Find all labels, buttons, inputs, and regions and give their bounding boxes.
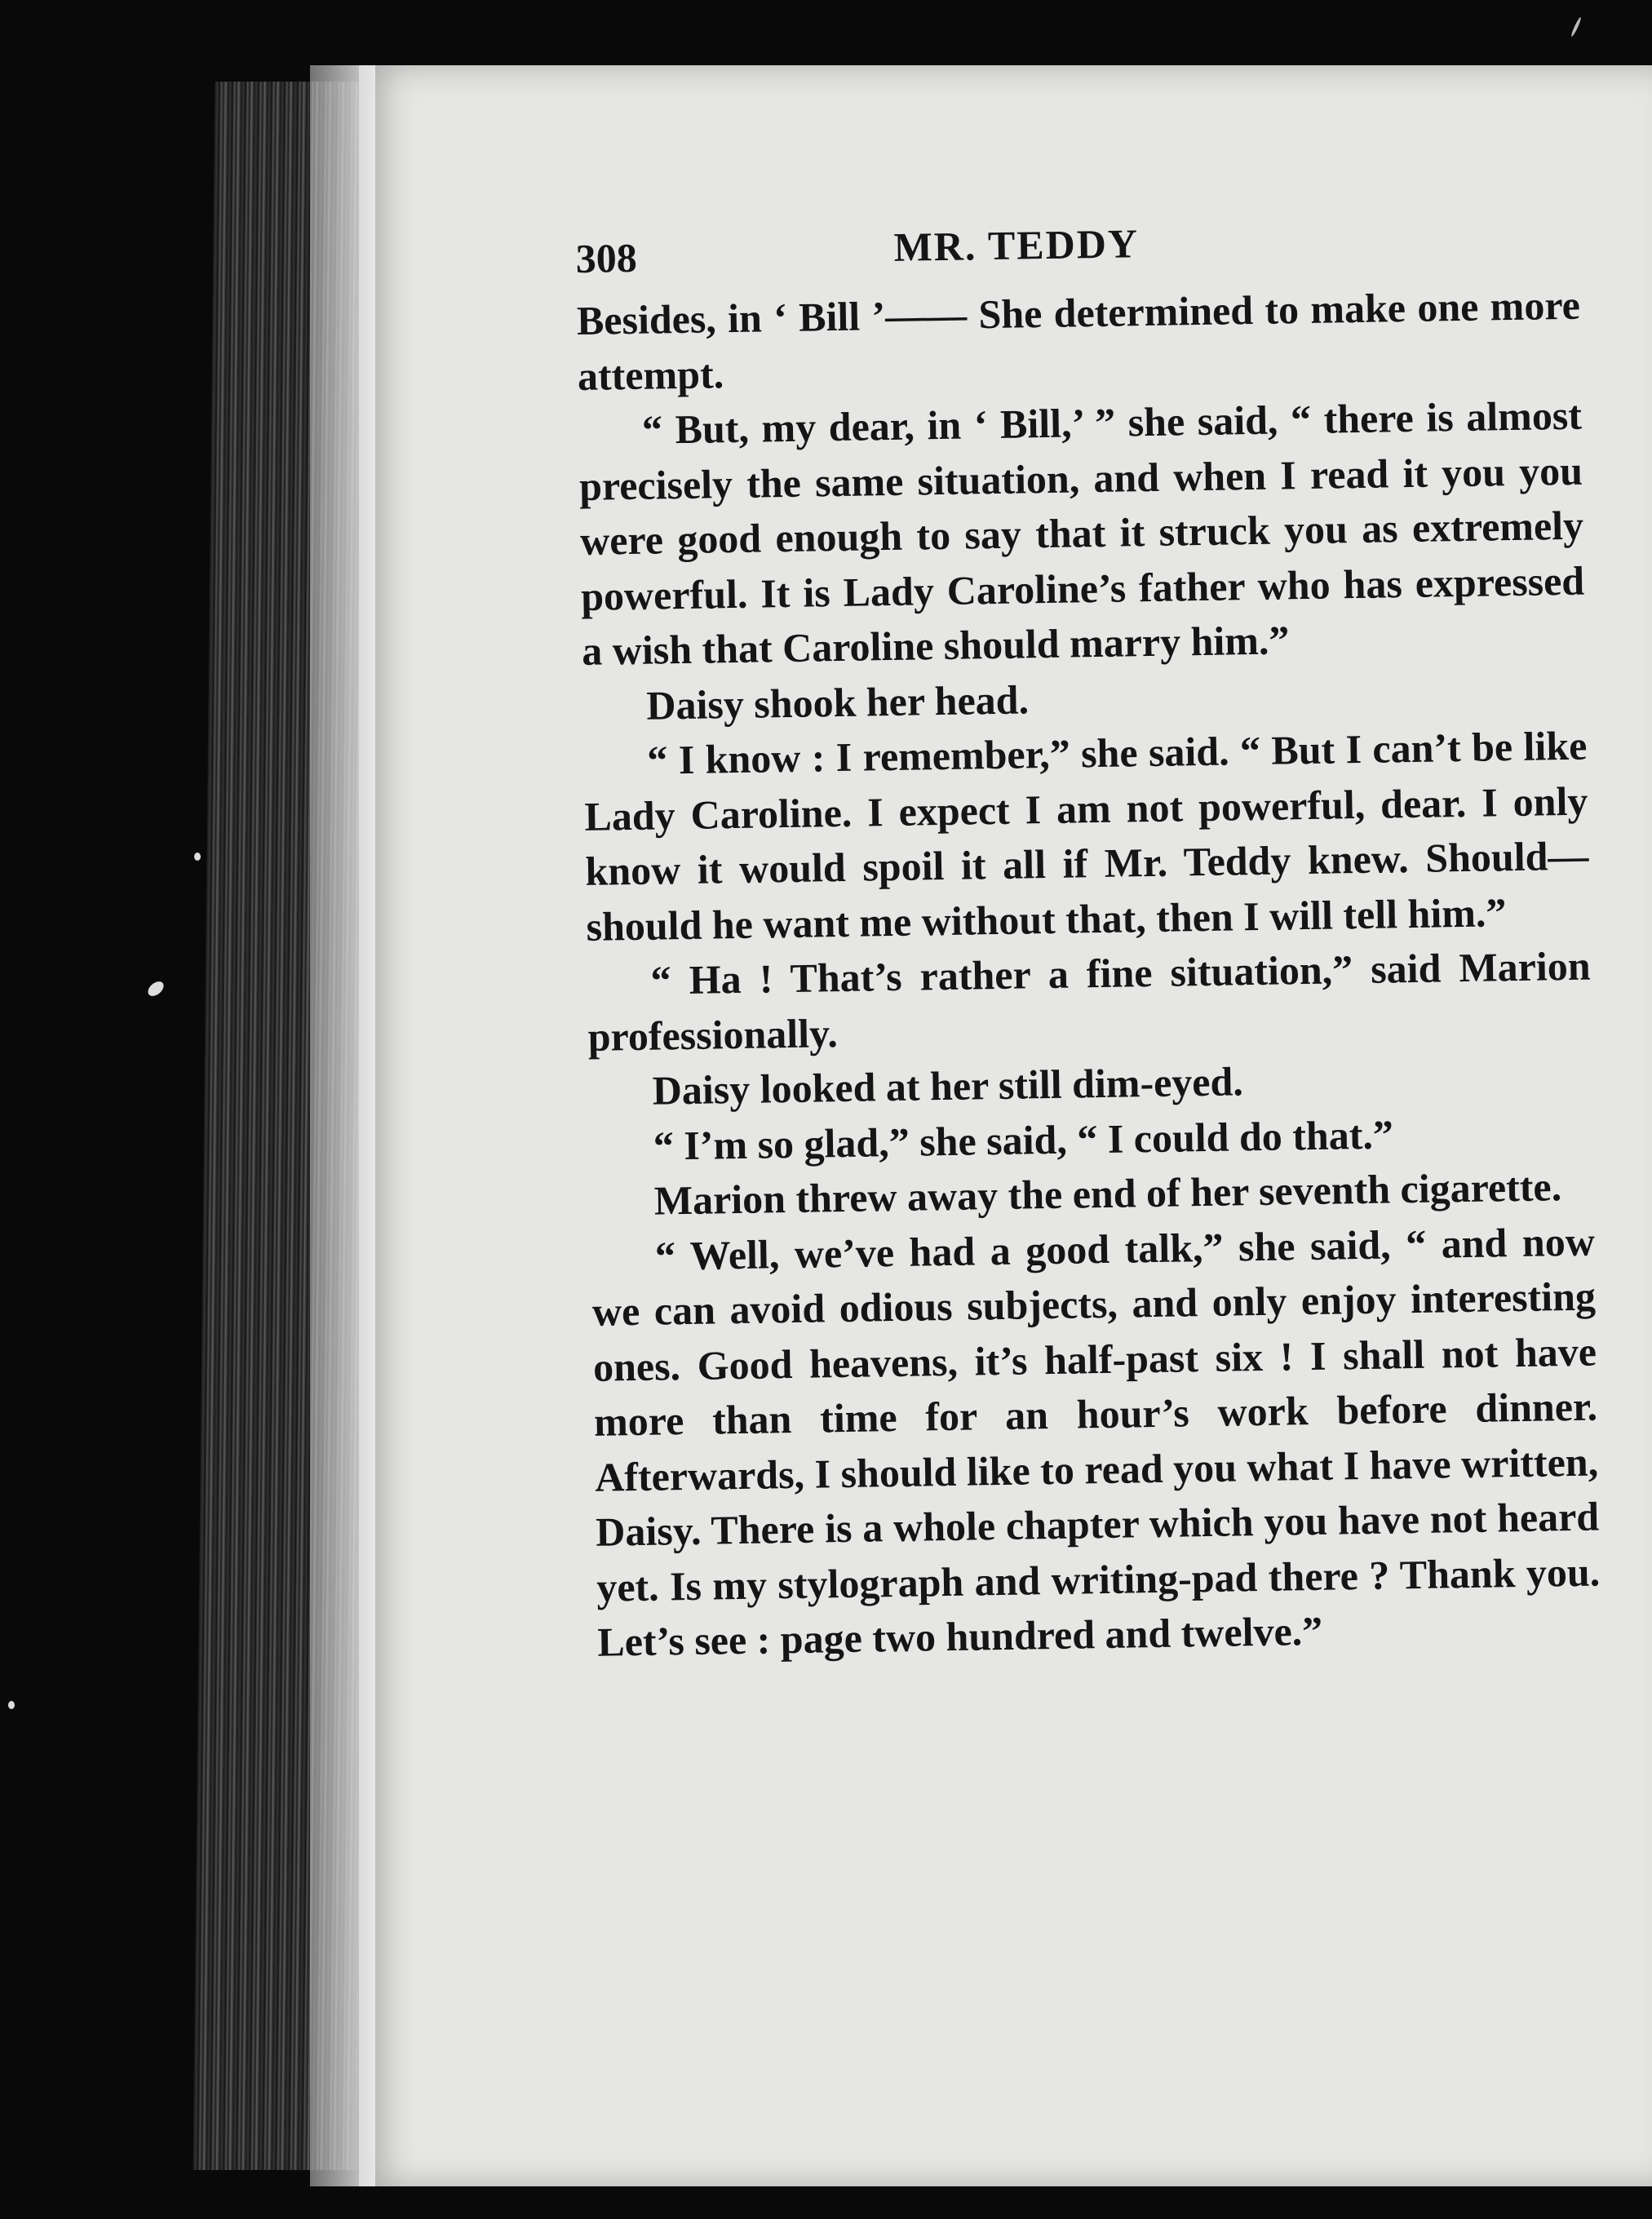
page-gutter-shadow [310,65,375,2186]
scan-speck [1570,16,1583,37]
page-number: 308 [575,234,638,281]
paragraph: Daisy looked at her still dim-eyed. [652,1058,1244,1114]
paragraph: “ But, my dear, in ‘ Bill,’ ” she said, “ there is almost precisely the same situation, and when I read it you you were good enough to say that it struck you as extremely powerful. It is Lady Caroline’s father who has expressed a wish that Caroline should marry him.” [578,392,1585,674]
paragraph: “ I’m so glad,” she said, “ I could do that.” [653,1110,1394,1169]
paragraph: Daisy shook her head. [645,675,1030,729]
paragraph: Marion threw away the end of her seventh cigarette. [653,1163,1562,1224]
scan-speck [145,979,166,999]
paragraph: Besides, in ‘ Bill ’—— She determined to make one more attempt. [576,281,1581,399]
paragraph: “ Ha ! That’s rather a fine situation,” said Marion professionally. [587,942,1591,1060]
paragraph: “ I know : I remember,” she said. “ But I can’t be like Lady Caroline. I expect I am not powerful, dear. I only know it would spoil it all if Mr. Teddy knew. Should—should he want me without that, then I will tell him.” [584,722,1589,950]
scan-speck [8,1701,15,1709]
paragraph: “ Well, we’ve had a good talk,” she said, “ and now we can avoid odious subjects, and only enjoy interesting ones. Good heavens, it’s half-past six ! I shall not have more than time for an hour’s work before dinner. Afterwards, I should like to read you what I have written, Daisy. There is a whole chapter which you have not heard yet. Is my stylograph and writing-pad there ? Thank you. Let’s see : page two hundred and twelve.” [591,1218,1601,1665]
book-title: MR. TEDDY [893,220,1140,270]
scan-speck [194,853,201,861]
page-text-block [575,205,1601,1671]
